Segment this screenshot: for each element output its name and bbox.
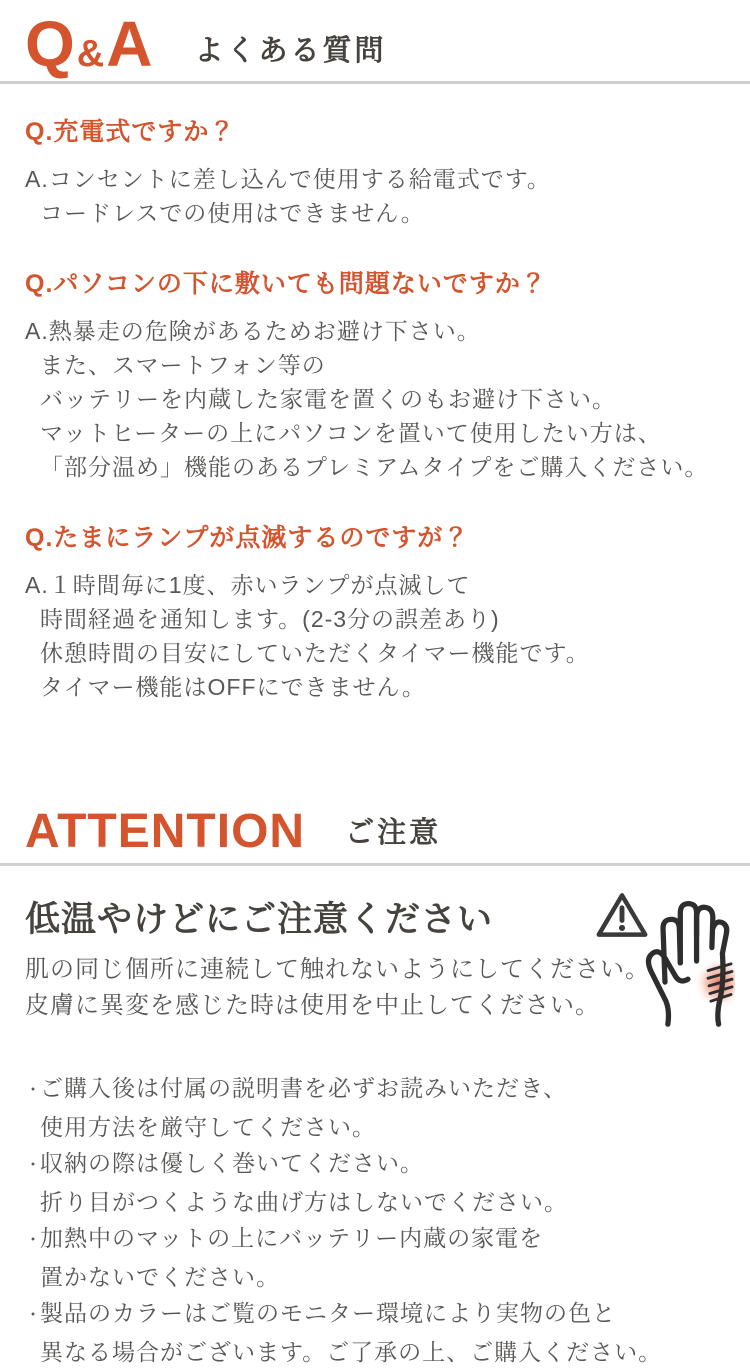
qa-item-1 <box>25 112 735 230</box>
answer-line: バッテリーを内蔵した家電を置くのもお避け下さい。 <box>40 385 616 412</box>
hand-burn-icon <box>639 894 735 1028</box>
answer-line: また、スマートフォン等の <box>40 351 326 378</box>
qa-item-2 <box>25 264 735 484</box>
answer-line: A.コンセントに差し込んで使用する給電式です。 <box>25 165 551 192</box>
bullet-mark: ・ <box>25 1082 43 1100</box>
question-text: Q.パソコンの下に敷いても問題ないですか？ <box>25 269 547 298</box>
question-text: Q.充電式ですか？ <box>25 117 236 146</box>
section-divider <box>0 863 750 866</box>
answer-line: タイマー機能はOFFにできません。 <box>40 673 426 700</box>
qa-title-q: Q <box>25 8 77 80</box>
section-divider <box>0 81 750 84</box>
bullet-mark: ・ <box>25 1157 43 1175</box>
qa-title-ampersand: & <box>76 33 107 75</box>
answer-line: 休憩時間の目安にしていただくタイマー機能です。 <box>40 639 590 666</box>
qa-title-a: A <box>106 8 155 80</box>
qa-section-title <box>25 8 155 80</box>
qa-list <box>25 112 735 704</box>
note-item-2 <box>25 1145 735 1220</box>
question-text: Q.たまにランプが点滅するのですが？ <box>25 523 470 552</box>
answer-block <box>25 314 735 484</box>
qa-header <box>25 0 735 80</box>
answer-line: 「部分温め」機能のあるプレミアムタイプをご購入ください。 <box>40 453 709 480</box>
note-text: ご購入後は付属の説明書を必ずお読みいただき、 <box>40 1075 568 1102</box>
answer-block <box>25 162 735 230</box>
qa-section-subtitle: よくある質問 <box>194 34 387 67</box>
burn-warning-block <box>25 892 735 1044</box>
answer-line: 時間経過を通知します。(2-3分の誤差あり) <box>40 605 500 632</box>
caution-notes-list <box>25 1070 735 1370</box>
answer-line: マットヒーターの上にパソコンを置いて使用したい方は、 <box>40 419 662 446</box>
warning-line: 肌の同じ個所に連続して触れないようにしてください。 <box>25 956 650 984</box>
qa-item-3 <box>25 518 735 704</box>
attention-section <box>0 793 750 1370</box>
answer-line: コードレスでの使用はできません。 <box>40 199 425 226</box>
attention-header <box>25 793 735 857</box>
note-line <box>25 1070 735 1109</box>
note-item-1 <box>25 1070 735 1145</box>
note-item-4 <box>25 1295 735 1370</box>
note-line <box>25 1145 735 1184</box>
bullet-mark: ・ <box>25 1307 43 1325</box>
attention-section-subtitle: ご注意 <box>345 817 442 850</box>
note-line <box>25 1220 735 1259</box>
burn-warning-heading: 低温やけどにご注意ください <box>25 900 494 940</box>
note-line: 使用方法を厳守してください。 <box>40 1114 376 1141</box>
note-line: 折り目がつくような曲げ方はしないでください。 <box>40 1189 568 1216</box>
answer-block <box>25 568 735 704</box>
note-item-3 <box>25 1220 735 1295</box>
bullet-mark: ・ <box>25 1232 43 1250</box>
answer-line: A.１時間毎に1度、赤いランプが点滅して <box>25 571 471 598</box>
warning-line: 皮膚に異変を感じた時は使用を中止してください。 <box>25 992 600 1020</box>
attention-section-title: ATTENTION <box>25 804 306 858</box>
note-line: 異なる場合がございます。ご了承の上、ご購入ください。 <box>40 1339 663 1366</box>
warning-icons <box>595 882 735 1042</box>
note-line: 置かないでください。 <box>40 1264 280 1291</box>
note-line <box>25 1295 735 1334</box>
answer-line: A.熱暴走の危険があるためお避け下さい。 <box>25 317 481 344</box>
note-text: 収納の際は優しく巻いてください。 <box>40 1150 424 1177</box>
note-text: 加熱中のマットの上にバッテリー内蔵の家電を <box>40 1225 544 1252</box>
note-text: 製品のカラーはご覧のモニター環境により実物の色と <box>40 1300 616 1327</box>
